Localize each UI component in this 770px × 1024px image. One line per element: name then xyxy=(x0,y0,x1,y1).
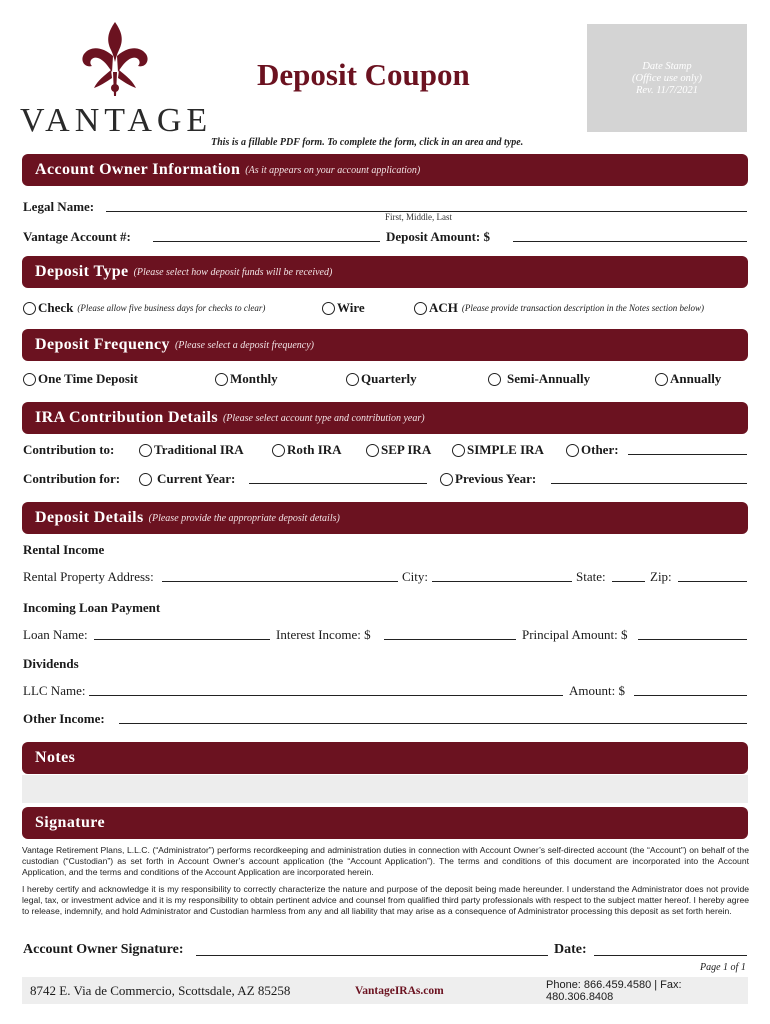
radio-wire[interactable] xyxy=(322,300,365,316)
city-label: City: xyxy=(402,569,429,584)
city-field[interactable] xyxy=(432,581,572,582)
llc-name-label: LLC Name: xyxy=(23,683,86,698)
account-number-field[interactable] xyxy=(153,241,380,242)
other-income-label: Other Income: xyxy=(23,711,105,726)
state-label: State: xyxy=(576,569,606,584)
radio-quarterly[interactable] xyxy=(346,371,417,387)
owner-signature-label: Account Owner Signature: xyxy=(23,942,184,957)
section-owner-header xyxy=(22,154,748,186)
radio-check[interactable] xyxy=(23,300,265,316)
signature-certification-paragraph: I hereby certify and acknowledge it is my responsibility to correctly characterize the nature and purpose of the deposit being made hereunder. I understand the Administrator does not provide legal, tax, or investment advice and it is my responsibility to obtain pertinent advice and counsel from qualified third party professionals with respect to the subject matter hereof. I hereby agree to release, indemnify, and hold Administrator and Custodian harmless from any and all liability that may arise as a consequence of Administrator processing this deposit as set forth herein. xyxy=(22,884,749,916)
radio-monthly[interactable] xyxy=(215,371,278,387)
page-number: Page 1 of 1 xyxy=(700,962,746,973)
radio-semi-annually-label: Semi-Annually xyxy=(507,371,591,386)
section-type-header xyxy=(22,256,748,288)
section-type-subtitle: (Please select how deposit funds will be received) xyxy=(133,266,333,278)
footer-contact: Phone: 866.459.4580 | Fax: 480.306.8408 xyxy=(546,978,682,1003)
section-ira-title: IRA Contribution Details xyxy=(35,409,218,426)
footer-website-link[interactable]: VantageIRAs.com xyxy=(355,984,444,997)
loan-name-label: Loan Name: xyxy=(23,627,88,642)
legal-name-hint: First, Middle, Last xyxy=(385,212,452,222)
radio-circle[interactable] xyxy=(215,373,228,386)
radio-circle[interactable] xyxy=(566,444,579,457)
footer-bar xyxy=(22,977,748,1004)
radio-circle[interactable] xyxy=(414,302,427,315)
interest-income-field[interactable] xyxy=(384,639,516,640)
radio-sep-ira[interactable] xyxy=(366,442,431,458)
legal-name-label: Legal Name: xyxy=(23,199,95,214)
owner-signature-field[interactable] xyxy=(196,955,548,956)
interest-income-label: Interest Income: $ xyxy=(276,627,371,642)
radio-monthly-label: Monthly xyxy=(230,371,278,386)
ach-note: (Please provide transaction description in the Notes section below) xyxy=(461,303,705,313)
radio-roth-ira-label: Roth IRA xyxy=(287,442,342,457)
dividend-amount-field[interactable] xyxy=(634,695,747,696)
section-signature-header xyxy=(22,807,748,839)
radio-circle[interactable] xyxy=(488,373,501,386)
section-type-title: Deposit Type xyxy=(35,263,129,280)
section-notes-title: Notes xyxy=(35,749,76,766)
radio-current-year[interactable] xyxy=(139,471,235,487)
radio-wire-label: Wire xyxy=(337,300,365,315)
radio-circle[interactable] xyxy=(452,444,465,457)
logo-wordmark: VANTAGE xyxy=(20,102,213,139)
footer-address: 8742 E. Via de Commercio, Scottsdale, AZ 85258 xyxy=(30,982,291,998)
notes-field[interactable] xyxy=(22,775,748,803)
radio-simple-ira[interactable] xyxy=(452,442,544,458)
radio-circle[interactable] xyxy=(346,373,359,386)
llc-name-field[interactable] xyxy=(89,695,563,696)
principal-amount-label: Principal Amount: $ xyxy=(522,627,628,642)
page-title: Deposit Coupon xyxy=(257,57,470,92)
loan-payment-heading: Incoming Loan Payment xyxy=(23,600,161,615)
radio-simple-ira-label: SIMPLE IRA xyxy=(467,442,544,457)
radio-circle[interactable] xyxy=(23,302,36,315)
section-frequency-subtitle: (Please select a deposit frequency) xyxy=(174,339,314,351)
principal-amount-field[interactable] xyxy=(638,639,747,640)
dividends-heading: Dividends xyxy=(23,656,79,671)
zip-label: Zip: xyxy=(650,569,672,584)
deposit-amount-field[interactable] xyxy=(513,241,747,242)
section-notes-header xyxy=(22,742,748,774)
radio-traditional-ira-label: Traditional IRA xyxy=(154,442,244,457)
radio-sep-ira-label: SEP IRA xyxy=(381,442,432,457)
stamp-line-2: (Office use only) xyxy=(632,73,702,84)
section-owner-subtitle: (As it appears on your account application) xyxy=(245,164,421,176)
radio-annually[interactable] xyxy=(655,371,721,387)
radio-circle[interactable] xyxy=(272,444,285,457)
radio-traditional-ira[interactable] xyxy=(139,442,244,458)
rental-address-label: Rental Property Address: xyxy=(23,569,154,584)
radio-current-year-label: Current Year: xyxy=(157,471,236,486)
radio-previous-year-label: Previous Year: xyxy=(455,471,537,486)
radio-roth-ira[interactable] xyxy=(272,442,342,458)
fillable-note: This is a fillable PDF form. To complete the form, click in an area and type. xyxy=(211,137,524,148)
radio-circle[interactable] xyxy=(139,473,152,486)
radio-circle[interactable] xyxy=(440,473,453,486)
section-ira-subtitle: (Please select account type and contribution year) xyxy=(222,412,425,424)
contribution-to-label: Contribution to: xyxy=(23,442,115,457)
radio-ach-label: ACH xyxy=(429,300,458,315)
radio-circle[interactable] xyxy=(655,373,668,386)
section-details-title: Deposit Details xyxy=(35,509,144,526)
stamp-line-3: Rev. 11/7/2021 xyxy=(635,85,698,96)
radio-one-time[interactable] xyxy=(23,371,138,387)
radio-check-label: Check xyxy=(38,300,74,315)
signature-date-label: Date: xyxy=(554,942,587,957)
zip-field[interactable] xyxy=(678,581,747,582)
state-field[interactable] xyxy=(612,581,645,582)
vantage-logo xyxy=(20,20,213,139)
section-details-header xyxy=(22,502,748,534)
deposit-amount-label: Deposit Amount: $ xyxy=(386,229,491,244)
radio-previous-year[interactable] xyxy=(440,471,536,487)
section-frequency-header xyxy=(22,329,748,361)
radio-other-label: Other: xyxy=(581,442,619,457)
section-frequency-title: Deposit Frequency xyxy=(35,336,170,353)
radio-quarterly-label: Quarterly xyxy=(361,371,417,386)
other-income-field[interactable] xyxy=(119,723,747,724)
check-note: (Please allow five business days for checks to clear) xyxy=(77,303,266,313)
section-details-subtitle: (Please provide the appropriate deposit details) xyxy=(148,512,340,524)
section-owner-title: Account Owner Information xyxy=(35,161,241,178)
rental-address-field[interactable] xyxy=(162,581,398,582)
current-year-field[interactable] xyxy=(249,483,427,484)
account-number-label: Vantage Account #: xyxy=(23,229,131,244)
signature-date-field[interactable] xyxy=(594,955,747,956)
other-ira-field[interactable] xyxy=(628,454,747,455)
signature-disclosure-paragraph: Vantage Retirement Plans, L.L.C. (“Administrator”) performs recordkeeping and administration duties in connection with Account Owner’s self-directed account (the “Account”) on behalf of the custodian (“Custodian”) as set forth in Account Owner’s account application (the “Account Application”). The terms and conditions of this document are incorporated into the Account Application, and the terms and conditions of the Account Application are incorporated herein. xyxy=(22,845,749,877)
radio-circle[interactable] xyxy=(23,373,36,386)
section-signature-title: Signature xyxy=(35,814,105,831)
radio-other[interactable] xyxy=(566,442,619,458)
previous-year-field[interactable] xyxy=(551,483,747,484)
radio-one-time-label: One Time Deposit xyxy=(38,371,138,386)
radio-semi-annually[interactable] xyxy=(488,371,590,387)
contribution-for-label: Contribution for: xyxy=(23,471,121,486)
radio-ach[interactable] xyxy=(414,300,704,316)
date-stamp-box xyxy=(587,24,747,132)
fleur-icon xyxy=(78,20,152,100)
section-ira-header xyxy=(22,402,748,434)
radio-circle[interactable] xyxy=(322,302,335,315)
rental-income-heading: Rental Income xyxy=(23,542,105,557)
radio-circle[interactable] xyxy=(139,444,152,457)
radio-circle[interactable] xyxy=(366,444,379,457)
dividend-amount-label: Amount: $ xyxy=(569,683,625,698)
radio-annually-label: Annually xyxy=(670,371,722,386)
stamp-line-1: Date Stamp xyxy=(642,61,692,72)
loan-name-field[interactable] xyxy=(94,639,270,640)
